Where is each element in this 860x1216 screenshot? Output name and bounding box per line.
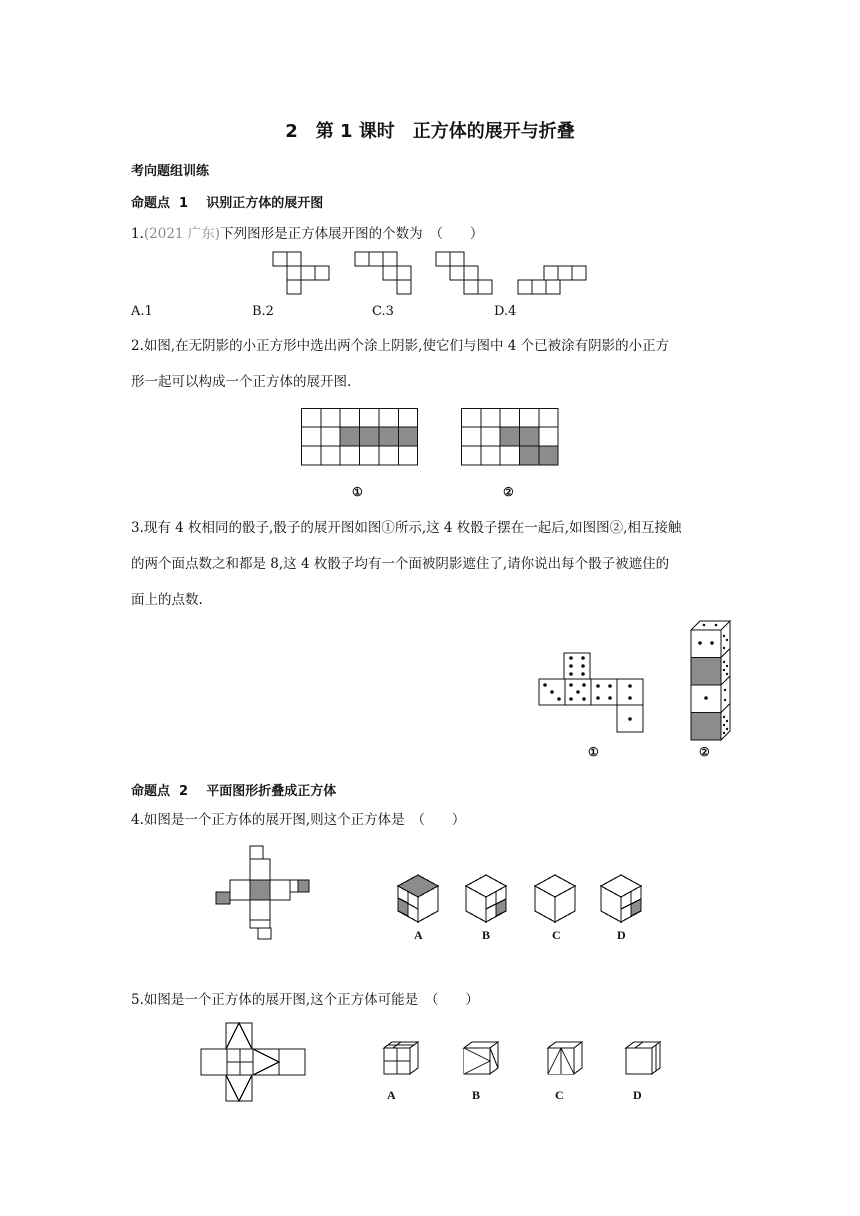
q1-option-c: C.3	[372, 304, 394, 319]
q5-net	[200, 1022, 306, 1102]
q1-number: 1.	[131, 226, 144, 242]
q1-option-b: B.2	[252, 304, 274, 319]
q4-text: 4.如图是一个正方体的展开图,则这个正方体是 （ ）	[131, 812, 466, 828]
q1-net-3	[436, 252, 492, 294]
q5-cube-options	[380, 1040, 662, 1080]
q3-caption-2: ②	[699, 745, 710, 759]
q3-line-1: 3.现有 4 枚相同的骰子,骰子的展开图如图①所示,这 4 枚骰子摆在一起后,如图图②,相互接触	[131, 520, 682, 536]
q1-option-a: A.1	[131, 304, 153, 319]
question-1	[131, 216, 483, 252]
q4-option-a: A	[414, 928, 423, 942]
question-5	[131, 982, 479, 1018]
q4-option-b: B	[482, 928, 491, 942]
q2-line-2: 形一起可以构成一个正方体的展开图.	[131, 374, 352, 390]
q1-source: (2021 广东)	[143, 226, 221, 242]
q5-cube-a	[384, 1042, 418, 1074]
q4-cube-b	[466, 875, 506, 922]
section-heading: 考向题组训练	[131, 164, 210, 179]
q5-text: 5.如图是一个正方体的展开图,这个正方体可能是 （ ）	[131, 992, 479, 1008]
q5-cube-d	[626, 1042, 660, 1074]
q1-net-2	[355, 252, 411, 294]
q3-line-3: 面上的点数.	[131, 592, 203, 608]
q2-grid-1	[301, 408, 419, 466]
topic-heading-2: 命题点 2 平面图形折叠成正方体	[131, 784, 337, 799]
q4-cube-c	[535, 875, 575, 922]
q5-cube-b	[464, 1042, 498, 1074]
q2-grid-2	[461, 408, 559, 466]
q1-net-1	[273, 252, 329, 294]
q3-caption-1: ①	[588, 745, 599, 759]
q4-cube-a	[398, 875, 438, 922]
q3-dice-stack	[690, 620, 735, 742]
q3-line-2: 的两个面点数之和都是 8,这 4 枚骰子均有一个面被阴影遮住了,请你说出每个骰子被遮住的	[131, 556, 670, 572]
q5-option-c: C	[555, 1088, 564, 1102]
q4-cube-options	[396, 874, 646, 926]
q2-caption-2: ②	[503, 485, 514, 499]
q5-option-a: A	[387, 1088, 396, 1102]
q1-nets-figure	[270, 250, 590, 298]
topic-heading-1: 命题点 1 识别正方体的展开图	[131, 196, 324, 211]
q4-option-c: C	[552, 928, 561, 942]
q4-cube-d	[601, 875, 641, 922]
q2-line-1: 2.如图,在无阴影的小正方形中选出两个涂上阴影,使它们与图中 4 个已被涂有阴影的小正方	[131, 338, 670, 354]
q3-dice-net	[538, 652, 648, 736]
question-2	[131, 328, 669, 400]
q2-caption-1: ①	[352, 485, 363, 499]
q5-option-d: D	[633, 1088, 642, 1102]
q1-net-4	[518, 266, 586, 294]
q5-option-b: B	[472, 1088, 481, 1102]
question-4	[131, 802, 465, 838]
q1-text: 下列图形是正方体展开图的个数为 （ ）	[220, 226, 484, 242]
q4-option-d: D	[617, 928, 626, 942]
page-title: 2 第 1 课时 正方体的展开与折叠	[285, 121, 575, 142]
question-3	[131, 510, 681, 618]
q4-net	[215, 845, 311, 941]
q1-option-d: D.4	[494, 304, 517, 319]
q5-cube-c	[548, 1042, 582, 1074]
